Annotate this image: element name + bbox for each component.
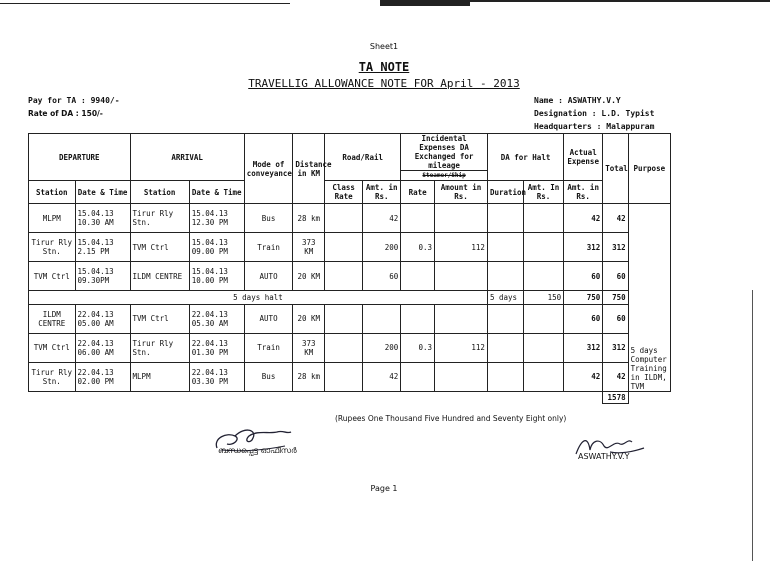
header-amount-rs: Amount in Rs. [435,181,488,204]
arr-date: 22.04.13 [191,338,228,348]
top-scan-line [470,0,770,2]
header-amt-rs: Amt. in Rs. [363,181,401,204]
top-rule [0,3,290,4]
arr-date: 15.04.13 [191,238,228,247]
arr-station: ILDM CENTRE [130,262,189,291]
arr-station: TVM Ctrl [130,233,189,262]
grand-total-spacer-right [628,392,670,404]
halt-duration [487,304,523,333]
distance: 373 KM [293,333,325,362]
actual-amt: 312 [564,333,603,362]
employee-signature-name: ASWATHY.V.Y [578,452,630,461]
actual-amt: 42 [564,362,603,391]
arr-date: 15.04.13 [191,209,228,218]
dep-station: MLPM [29,204,76,233]
halt-duration [487,204,523,233]
grand-total: 1578 [603,392,628,404]
arr-date: 22.04.13 [191,367,228,377]
dep-date-time [75,204,130,233]
halt-amount [523,333,563,362]
inc-amount [435,262,488,291]
halt-row [29,291,671,305]
dep-date: 15.04.13 [77,209,114,218]
class-rate [325,304,363,333]
table-row [29,304,671,333]
top-scan-bar [380,0,470,6]
table-row [29,233,671,262]
amt [363,304,401,333]
amt: 42 [363,204,401,233]
actual-amt: 312 [564,233,603,262]
class-rate [325,262,363,291]
actual-amt: 60 [564,262,603,291]
row-total: 60 [603,304,628,333]
rate-of-da: Rate of DA : 150/- [28,109,103,118]
rate [401,204,435,233]
mode: Train [244,233,293,262]
rate [401,262,435,291]
dep-station: Tirur Rly Stn. [29,233,76,262]
designation: Designation : L.D. Typist [534,109,655,118]
mode: Bus [244,204,293,233]
arr-time: 10.00 PM [191,276,228,285]
dep-date-time [75,233,130,262]
dep-station: TVM Ctrl [29,333,76,362]
arr-date-time [189,204,244,233]
header-mode: Mode of conveyance [244,134,293,204]
header-departure: DEPARTURE [29,134,131,181]
purpose-cell: 5 days Computer Training in ILDM, TVM [628,204,670,392]
class-rate [325,233,363,262]
distance: 20 KM [293,304,325,333]
arr-time: 09.00 PM [191,247,228,256]
header-dep-station: Station [29,181,76,204]
inc-amount [435,362,488,391]
actual-amt: 60 [564,304,603,333]
arr-time: 12.30 PM [191,218,228,227]
actual-amt: 750 [564,291,603,305]
inc-amount [435,304,488,333]
rate: 0.3 [401,333,435,362]
header-total: Total [603,134,628,204]
row-total: 312 [603,233,628,262]
actual-amt: 42 [564,204,603,233]
page-subtitle: TRAVELLIG ALLOWANCE NOTE FOR April - 2013 [248,77,520,90]
row-total: 60 [603,262,628,291]
arr-time: 01.30 PM [191,347,228,357]
mode: Bus [244,362,293,391]
row-total: 42 [603,204,628,233]
distance: 28 km [293,204,325,233]
employee-name: Name : ASWATHY.V.Y [534,96,621,105]
header-arr-station: Station [130,181,189,204]
arr-date: 22.04.13 [191,309,228,319]
headquarters: Headquarters : Malappuram [534,122,655,131]
mode: AUTO [244,304,293,333]
class-rate [325,204,363,233]
dep-date: 22.04.13 [77,309,114,319]
header-actual-amt: Amt. in Rs. [564,181,603,204]
dep-date-time [75,362,130,391]
amt: 60 [363,262,401,291]
arr-station: MLPM [130,362,189,391]
header-purpose: Purpose [628,134,670,204]
row-total: 312 [603,333,628,362]
dep-date: 15.04.13 [77,238,114,247]
row-total: 750 [603,291,628,305]
distance: 20 KM [293,262,325,291]
arr-date-time [189,362,244,391]
table-row [29,362,671,391]
officer-signature-name: ബന്ധപ്പെട്ട ഓഫീസർ [218,446,297,455]
dep-time: 2.15 PM [77,247,110,256]
dep-date-time [75,333,130,362]
rate [401,362,435,391]
header-arr-date-time: Date & Time [189,181,244,204]
arr-time: 03.30 PM [191,376,228,386]
halt-duration [487,262,523,291]
header-da-halt: DA for Halt [487,134,563,181]
header-distance: Distance in KM [293,134,325,204]
pay-for-ta: Pay for TA : 9940/- [28,96,120,105]
halt-duration [487,333,523,362]
distance: 28 km [293,362,325,391]
dep-time: 09.30PM [77,276,110,285]
halt-amount [523,233,563,262]
table-row [29,204,671,233]
amt: 200 [363,233,401,262]
halt-duration [487,233,523,262]
page-number: Page 1 [370,484,398,493]
arr-date-time [189,262,244,291]
class-rate [325,333,363,362]
arr-date-time [189,233,244,262]
arr-station: Tirur Rly Stn. [130,333,189,362]
dep-time: 06.00 AM [77,347,114,357]
header-duration: Duration [487,181,523,204]
scan-edge [752,290,753,561]
dep-date: 15.04.13 [77,267,114,276]
amt: 42 [363,362,401,391]
row-total: 42 [603,362,628,391]
header-arrival: ARRIVAL [130,134,244,181]
halt-amount [523,204,563,233]
header-incidental: Incidental Expenses DA Exchanged for mileage [401,134,488,171]
dep-station: ILDM CENTRE [29,304,76,333]
arr-time: 05.30 AM [191,318,228,328]
header-struck: Steamer/Ship [401,171,488,181]
mode: AUTO [244,262,293,291]
class-rate [325,362,363,391]
halt-amount [523,262,563,291]
mode: Train [244,333,293,362]
arr-date: 15.04.13 [191,267,228,276]
halt-amount [523,362,563,391]
halt-duration: 5 days [487,291,523,305]
dep-time: 10.30 AM [77,218,114,227]
table-row [29,333,671,362]
arr-date-time [189,304,244,333]
header-dep-date-time: Date & Time [75,181,130,204]
inc-amount [435,204,488,233]
page-title: TA NOTE [358,60,410,74]
rate [401,304,435,333]
halt-label: 5 days halt [29,291,488,305]
arr-station: TVM Ctrl [130,304,189,333]
dep-time: 05.00 AM [77,318,114,328]
inc-amount: 112 [435,233,488,262]
sheet-label: Sheet1 [369,42,399,51]
rate: 0.3 [401,233,435,262]
table-row [29,262,671,291]
dep-date: 22.04.13 [77,338,114,348]
ta-table [28,133,671,404]
halt-amount [523,304,563,333]
dep-station: Tirur Rly Stn. [29,362,76,391]
arr-station: Tirur Rly Stn. [130,204,189,233]
distance: 373 KM [293,233,325,262]
inc-amount: 112 [435,333,488,362]
halt-duration [487,362,523,391]
header-actual-expense: Actual Expense [564,134,603,181]
grand-total-spacer [29,392,603,404]
header-class-rate: Class Rate [325,181,363,204]
dep-date-time [75,262,130,291]
header-halt-amt: Amt. In Rs. [523,181,563,204]
dep-date-time [75,304,130,333]
grand-total-row [29,392,671,404]
amount-in-words: (Rupees One Thousand Five Hundred and Seventy Eight only) [335,414,567,423]
dep-time: 02.00 PM [77,376,114,386]
dep-station: TVM Ctrl [29,262,76,291]
header-road-rail: Road/Rail [325,134,401,181]
amt: 200 [363,333,401,362]
header-rate: Rate [401,181,435,204]
dep-date: 22.04.13 [77,367,114,377]
arr-date-time [189,333,244,362]
halt-amount: 150 [523,291,563,305]
